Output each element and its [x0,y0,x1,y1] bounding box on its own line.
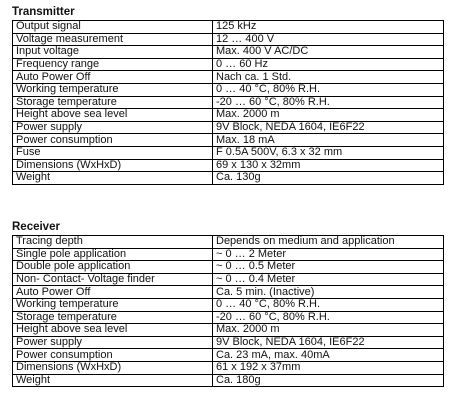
table-row [13,159,444,172]
table-row [13,324,444,337]
spec-value-cell: ~ 0 … 0.4 Meter [213,273,444,286]
spec-label-cell: Double pole application [13,261,213,274]
receiver-spec-table [12,235,444,387]
table-row [13,298,444,311]
spec-label-cell: Dimensions (WxHxD) [13,159,213,172]
spec-value-cell: Ca. 130g [213,172,444,185]
table-row [13,96,444,109]
spec-label-cell: Power supply [13,121,213,134]
table-row [13,121,444,134]
spec-label-cell: Working temperature [13,83,213,96]
spec-label-cell: Input voltage [13,46,213,59]
spec-value-cell: 61 x 192 x 37mm [213,361,444,374]
spec-label-cell: Fuse [13,146,213,159]
spec-value-cell: 125 kHz [213,21,444,34]
spec-value-cell: 69 x 130 x 32mm [213,159,444,172]
spec-value-cell: 9V Block, NEDA 1604, IE6F22 [213,121,444,134]
transmitter-spec-table [12,20,444,185]
spec-label-cell: Auto Power Off [13,71,213,84]
spec-value-cell: Max. 400 V AC/DC [213,46,444,59]
table-row [13,146,444,159]
table-row [13,71,444,84]
spec-value-cell: Ca. 23 mA, max. 40mA [213,349,444,362]
table-row [13,336,444,349]
spec-label-cell: Height above sea level [13,109,213,122]
table-row [13,248,444,261]
table-row [13,134,444,147]
spec-label-cell: Weight [13,172,213,185]
spec-label-cell: Power consumption [13,349,213,362]
spec-value-cell: Nach ca. 1 Std. [213,71,444,84]
spec-value-cell: Ca. 5 min. (Inactive) [213,286,444,299]
table-row [13,286,444,299]
spec-label-cell: Weight [13,374,213,387]
spec-label-cell: Dimensions (WxHxD) [13,361,213,374]
table-row [13,236,444,249]
table-row [13,311,444,324]
table-row [13,374,444,387]
spec-value-cell: 12 … 400 V [213,33,444,46]
table-row [13,46,444,59]
table-row [13,109,444,122]
spec-label-cell: Power supply [13,336,213,349]
spec-label-cell: Storage temperature [13,96,213,109]
spec-value-cell: Ca. 180g [213,374,444,387]
spec-label-cell: Height above sea level [13,324,213,337]
table-row [13,33,444,46]
spec-label-cell: Working temperature [13,298,213,311]
spec-label-cell: Frequency range [13,58,213,71]
spec-label-cell: Voltage measurement [13,33,213,46]
spec-label-cell: Single pole application [13,248,213,261]
spec-value-cell: -20 … 60 °C, 80% R.H. [213,96,444,109]
spec-value-cell: 0 … 40 °C, 80% R.H. [213,83,444,96]
table-row [13,58,444,71]
spec-value-cell: Max. 2000 m [213,109,444,122]
spec-label-cell: Power consumption [13,134,213,147]
spec-value-cell: 0 … 60 Hz [213,58,444,71]
transmitter-title: Transmitter [12,6,75,18]
table-row [13,83,444,96]
table-row [13,21,444,34]
spec-label-cell: Non- Contact- Voltage finder [13,273,213,286]
spec-value-cell: 0 … 40 °C, 80% R.H. [213,298,444,311]
receiver-title: Receiver [12,221,60,233]
table-row [13,273,444,286]
table-row [13,172,444,185]
spec-value-cell: ~ 0 … 0.5 Meter [213,261,444,274]
spec-value-cell: -20 … 60 °C, 80% R.H. [213,311,444,324]
spec-label-cell: Output signal [13,21,213,34]
spec-value-cell: ~ 0 … 2 Meter [213,248,444,261]
spec-label-cell: Tracing depth [13,236,213,249]
spec-value-cell: F 0.5A 500V, 6.3 x 32 mm [213,146,444,159]
table-row [13,261,444,274]
spec-value-cell: 9V Block, NEDA 1604, IE6F22 [213,336,444,349]
spec-label-cell: Auto Power Off [13,286,213,299]
spec-value-cell: Depends on medium and application [213,236,444,249]
spec-value-cell: Max. 2000 m [213,324,444,337]
table-row [13,361,444,374]
spec-value-cell: Max. 18 mA [213,134,444,147]
spec-label-cell: Storage temperature [13,311,213,324]
table-row [13,349,444,362]
